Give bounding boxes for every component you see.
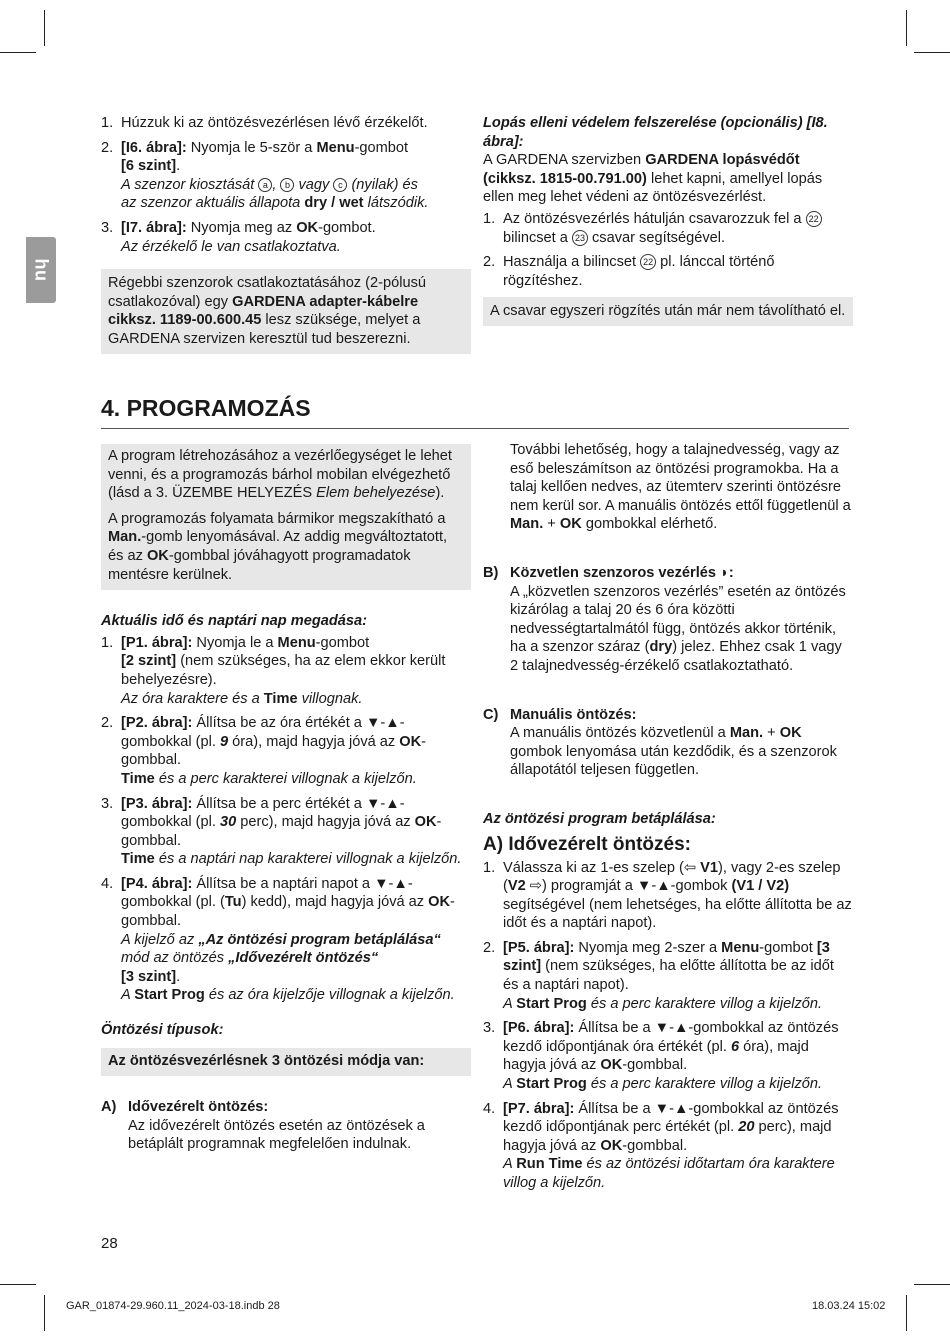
- watering-modes-box: [101, 1048, 471, 1077]
- language-tab-label: hu: [31, 258, 52, 282]
- step-text: Állítsa be a ▼-▲-gombokkal az öntözés kezdő időpontjának perc értékét (pl.: [503, 1100, 839, 1136]
- step-text: Állítsa be a naptári napot a ▼-▲-gombokkal (pl. (: [121, 875, 413, 911]
- list-item: [483, 253, 853, 290]
- step-number: 2.: [483, 939, 496, 956]
- list-item: [483, 939, 853, 1013]
- note-text: és a perc karakterei villognak a kijelzőn.: [154, 770, 417, 787]
- mode-title: Idővezérelt öntözés:: [128, 1099, 269, 1116]
- info-paragraph: [108, 274, 464, 348]
- punct: .: [176, 968, 181, 985]
- time-steps: [101, 634, 471, 1005]
- level-text: [2 szint]: [121, 653, 177, 670]
- level-text: [3 szint]: [503, 939, 830, 975]
- figure-ref: [P7. ábra]:: [503, 1100, 575, 1117]
- display-word: dry / wet: [304, 195, 364, 212]
- step-text: csavar segítségével.: [587, 229, 726, 246]
- circled-letter-icon: b: [280, 178, 294, 192]
- note-text: és a perc karaktere villog a kijelzőn.: [586, 1076, 823, 1093]
- note-text: Az óra karaktere és a: [121, 690, 264, 707]
- step-text: -gombot: [315, 634, 370, 651]
- step-note: [121, 850, 471, 869]
- figure-ref: [P6. ábra]:: [503, 1020, 575, 1037]
- step-line: [121, 652, 471, 689]
- step-text: ) kedd), majd hagyja jóvá az: [241, 894, 429, 911]
- figure-ref: [P1. ábra]:: [121, 634, 193, 651]
- step-text: -gombot.: [318, 219, 376, 236]
- info-text: -gomb lenyomásával. Az addig megváltoztatott, és az: [108, 529, 448, 564]
- right-top-column: [483, 114, 853, 326]
- mode-letter: B): [483, 564, 499, 581]
- display-word: Start Prog: [134, 987, 205, 1004]
- info-text: A program létrehozásához a vezérlőegységet le lehet venni, és a programozás bárhol mobilan elvégezhető (lásd a 3. ÜZEMBE HELYEZÉS: [108, 448, 452, 502]
- step-number: 3.: [101, 795, 114, 812]
- list-item: [101, 219, 471, 256]
- figure-ref: [P2. ábra]:: [121, 715, 193, 732]
- key-label: OK: [600, 1057, 623, 1074]
- programming-info-box: [101, 444, 471, 590]
- list-item: [101, 714, 471, 788]
- display-word: Time: [263, 690, 298, 707]
- step-text: Nyomja le 5-ször a: [186, 139, 317, 156]
- step-number: 1.: [101, 115, 114, 131]
- key-label: OK: [146, 547, 169, 564]
- key-label: (V1 / V2): [731, 878, 790, 895]
- display-word: Run Time: [516, 1156, 583, 1173]
- step-number: 2.: [101, 139, 114, 156]
- footer-file-info: GAR_01874-29.960.11_2024-03-18.indb 28: [66, 1300, 280, 1312]
- level-label: [121, 157, 471, 176]
- step-text: Nyomja meg 2-szer a: [574, 939, 722, 956]
- note-text: A: [503, 1076, 517, 1093]
- circled-number-icon: 22: [806, 211, 822, 227]
- info-paragraph: A csavar egyszeri rögzítés után már nem távolítható el.: [490, 303, 846, 320]
- mode-c: [483, 706, 853, 780]
- step-note: [121, 931, 471, 968]
- step-line: [121, 968, 471, 987]
- note-text: villognak.: [297, 690, 363, 707]
- figure-ref: [I6. ábra]:: [121, 139, 187, 156]
- display-word: Tu: [224, 894, 242, 911]
- crop-mark: [44, 10, 45, 46]
- step-text: Állítsa be a ▼-▲-gombokkal az öntözés kezdő időpontjának óra értékét (pl.: [503, 1020, 839, 1055]
- step-text: -gombbal.: [121, 814, 442, 849]
- lcd-digits: 6: [730, 1038, 740, 1055]
- lcd-digits: 9: [219, 733, 229, 750]
- step-number: 4.: [101, 875, 114, 892]
- key-label: Menu: [316, 139, 355, 156]
- step-text: Állítsa be a perc értékét a ▼-▲-gombokkal (pl.: [121, 795, 405, 831]
- mode-text: gombok lenyomása után kezdődik, és a szenzorok állapotától teljesen független.: [510, 743, 837, 779]
- mode-name: „Az öntözési program betáplálása“: [198, 931, 441, 948]
- list-item: [101, 875, 471, 1005]
- note-text: és a naptári nap karakterei villognak a kijelzőn.: [154, 851, 462, 868]
- step-text: Húzzuk ki az öntözésvezérlésen lévő érzékelőt.: [121, 115, 428, 131]
- note-text: A szenzor kiosztását: [121, 176, 259, 193]
- text: lehet kapni, amellyel lopás ellen meg lehet védeni az öntözésvezérlést.: [483, 170, 823, 206]
- info-text: -gombbal jóváhagyott programadatok mentésre kerülnek.: [108, 547, 411, 583]
- mode-text: A manuális öntözés közvetlenül a: [510, 725, 730, 742]
- step-text: -gombbal.: [121, 894, 455, 930]
- crop-mark: [906, 1295, 907, 1331]
- note-text: és az öntözési időtartam óra karaktere villog a kijelzőn.: [503, 1156, 835, 1191]
- list-item: [101, 114, 471, 133]
- step-number: 4.: [483, 1100, 496, 1117]
- circled-number-icon: 23: [572, 230, 588, 246]
- step-note: [121, 770, 471, 789]
- step-text: Használja a bilincset: [503, 254, 641, 271]
- key-label: Man.: [108, 529, 142, 546]
- key-label: OK: [296, 219, 319, 236]
- step-text: Az öntözésvezérlés hátulján csavarozzuk fel a: [503, 210, 806, 227]
- display-word: Time: [121, 770, 155, 787]
- step-text: ), vagy 2-es szelep (: [503, 859, 841, 895]
- list-item: [483, 1019, 853, 1093]
- note-text: (nyilak) és: [347, 176, 418, 193]
- step-text: segítségével (nem lehetséges, ha előtte állította be az időt és a naptári napot).: [503, 896, 852, 932]
- note-text: A: [503, 1156, 517, 1173]
- info-paragraph: [108, 510, 464, 584]
- adapter-info-box: [101, 269, 471, 353]
- text: A GARDENA szervizben: [483, 152, 646, 169]
- note-text: és a perc karaktere villog a kijelzőn.: [586, 995, 823, 1012]
- mode-text: A „közvetlen szenzoros vezérlés” esetén az öntözés kizárólag a talaj 20 és 6 óra közötti nedvességtartalmától függ, öntözés akkor történik, ha a szenzor száraz (: [510, 583, 846, 656]
- left-main-column: [101, 444, 471, 1154]
- info-italic: Elem behelyezése: [316, 485, 436, 502]
- step-number: 1.: [101, 634, 114, 651]
- footer-date: 18.03.24 15:02: [812, 1300, 886, 1312]
- key-label: OK: [779, 725, 802, 742]
- mode-text: ) jelez. Ehhez csak 1 vagy 2 talajnedvesség-érzékelő csatlakoztatható.: [510, 639, 842, 674]
- step-text: óra), majd hagyja jóvá az: [503, 1038, 809, 1074]
- step-number: 3.: [101, 219, 114, 236]
- sensor-steps: [101, 114, 471, 256]
- mode-name: „Idővezérelt öntözés“: [228, 950, 379, 967]
- text: gombokkal elérhető.: [581, 516, 718, 533]
- note-text: A: [503, 995, 517, 1012]
- list-item: [101, 795, 471, 869]
- key-label: Man.: [729, 725, 764, 742]
- display-word: Start Prog: [516, 995, 587, 1012]
- mode-title: Manuális öntözés:: [510, 706, 637, 723]
- step-text: (nem szükséges, ha előtte állította be az időt és a naptári napot).: [503, 958, 834, 994]
- step-text: (nem szükséges, ha az elem ekkor került behelyezésre).: [121, 653, 446, 688]
- step-text: perc), majd hagyja jóvá az: [503, 1119, 832, 1154]
- step-text: -gombot: [759, 939, 817, 956]
- display-word: Time: [121, 851, 155, 868]
- display-word: dry: [649, 639, 673, 656]
- step-text: ⇨) programját a ▼-▲-gombok: [525, 878, 732, 895]
- crop-mark: [906, 10, 907, 46]
- key-label: OK: [559, 516, 582, 533]
- info-text: lesz szüksége, melyet a GARDENA szervizen keresztül tud beszerezni.: [108, 312, 421, 347]
- info-text: Régebbi szenzorok csatlakoztatásához (2-pólusú csatlakozóval) egy: [108, 275, 426, 310]
- step-text: -gombbal.: [622, 1057, 688, 1074]
- mode-text: +: [763, 725, 780, 742]
- key-label: Man.: [510, 516, 544, 533]
- list-item: [483, 859, 853, 933]
- note-text: ,: [272, 176, 281, 193]
- note-text: A: [121, 987, 135, 1004]
- mode-a: [101, 1098, 471, 1154]
- step-number: 2.: [101, 715, 114, 732]
- program-steps: [483, 859, 853, 1193]
- step-number: 3.: [483, 1020, 496, 1037]
- circled-number-icon: 22: [640, 254, 656, 270]
- step-text: -gombbal.: [121, 733, 427, 769]
- circled-letter-icon: a: [258, 178, 272, 192]
- step-number: 1.: [483, 859, 496, 876]
- crop-mark: [914, 1284, 950, 1285]
- step-text: Nyomja meg az: [186, 219, 297, 236]
- key-label: OK: [428, 894, 451, 911]
- step-note: [503, 1075, 853, 1094]
- step-text: perc), majd hagyja jóvá az: [236, 814, 415, 831]
- page-number: 28: [101, 1235, 118, 1252]
- info-paragraph: [108, 447, 464, 503]
- subsection-heading: A) Idővezérelt öntözés:: [483, 833, 691, 855]
- step-text: Válassza ki az 1-es szelep (⇦: [503, 859, 701, 876]
- list-item: [101, 139, 471, 213]
- note-text: mód az öntözés: [121, 950, 229, 967]
- step-text: Nyomja le a: [192, 634, 278, 651]
- step-note: [503, 995, 853, 1014]
- valve-label: V2: [507, 878, 526, 895]
- level-text: [6 szint]: [121, 158, 177, 175]
- step-text: pl. lánccal történő rögzítéshez.: [503, 254, 775, 289]
- step-text: óra), majd hagyja jóvá az: [228, 733, 400, 750]
- mode-letter: A): [101, 1099, 117, 1116]
- text: +: [543, 516, 560, 533]
- figure-ref: [I7. ábra]:: [121, 219, 187, 236]
- mode-b: [483, 564, 853, 676]
- note-text: vagy: [294, 176, 334, 193]
- crop-mark: [0, 52, 36, 53]
- text: További lehetőség, hogy a talajnedvesség, vagy az eső beleszámítson az öntözési programokba. Ha a talaj kellően nedves, az ütemterv szerinti öntözésre nem kerül sor. A manuális öntözés ettől függetlenül a: [510, 442, 851, 514]
- step-text: bilincset a: [503, 229, 572, 246]
- key-label: OK: [414, 814, 437, 831]
- step-number: 2.: [483, 254, 496, 271]
- lcd-digits: 20: [738, 1119, 755, 1136]
- note-text: látszódik.: [363, 195, 429, 212]
- figure-ref: [P5. ábra]:: [503, 939, 575, 956]
- circled-letter-icon: c: [333, 178, 347, 192]
- note-text: A kijelző az: [121, 931, 199, 948]
- crop-mark: [44, 1295, 45, 1331]
- crop-mark: [914, 52, 950, 53]
- screw-info-box: [483, 297, 853, 326]
- key-label: Menu: [721, 939, 760, 956]
- key-label: OK: [600, 1137, 623, 1154]
- left-top-column: [101, 114, 471, 354]
- info-text: A programozás folyamata bármikor megszakítható a: [108, 510, 446, 527]
- level-text: [3 szint]: [121, 968, 177, 985]
- crop-mark: [0, 1284, 36, 1285]
- section-subheading: Aktuális idő és naptári nap megadása:: [101, 613, 368, 630]
- language-tab: [26, 237, 56, 303]
- paragraph: [510, 441, 853, 534]
- key-label: OK: [399, 733, 422, 750]
- mode-text: Az idővezérelt öntözés esetén az öntözések a betáplált programnak megfelelően indulnak.: [128, 1117, 425, 1153]
- section-subheading: Lopás elleni védelem felszerelése (opcionális) [I8. ábra]:: [483, 115, 828, 150]
- theft-steps: [483, 210, 853, 290]
- valve-label: V1: [700, 859, 719, 876]
- step-note: [121, 176, 471, 195]
- step-text: Állítsa be az óra értékét a ▼-▲-gombokkal (pl.: [121, 715, 405, 750]
- mode-letter: C): [483, 706, 499, 723]
- key-label: Menu: [277, 634, 316, 651]
- display-word: Start Prog: [516, 1076, 587, 1093]
- step-note: [121, 986, 471, 1005]
- step-text: -gombot: [354, 139, 409, 156]
- section-subheading: Az öntözési program betáplálása:: [483, 810, 716, 827]
- figure-ref: [P3. ábra]:: [121, 795, 193, 812]
- lcd-digits: 30: [219, 814, 237, 831]
- step-number: 1.: [483, 210, 496, 227]
- step-note: [121, 690, 471, 709]
- step-note: Az érzékelő le van csatlakoztatva.: [121, 238, 341, 255]
- note-text: az szenzor aktuális állapota: [121, 195, 305, 212]
- note-text: és az óra kijelzője villognak a kijelzőn.: [204, 987, 455, 1004]
- right-main-column: [483, 441, 853, 1199]
- figure-ref: [P4. ábra]:: [121, 875, 193, 892]
- info-bold: GARDENA adapter-kábelre cikksz. 1189-00.600.45: [108, 293, 419, 329]
- mode-title: Közvetlen szenzoros vezérlés ◗:: [510, 564, 734, 581]
- step-text: -gombbal.: [622, 1137, 688, 1154]
- paragraph: [483, 151, 853, 207]
- list-item: [483, 1100, 853, 1193]
- step-note: [121, 194, 471, 213]
- step-note: [503, 1155, 853, 1192]
- bold-text: GARDENA lopásvédőt (cikksz. 1815-00.791.00): [483, 152, 800, 187]
- section-subheading: Öntözési típusok:: [101, 1022, 224, 1039]
- info-paragraph: Az öntözésvezérlésnek 3 öntözési módja van:: [108, 1052, 425, 1069]
- list-item: [101, 634, 471, 708]
- list-item: [483, 210, 853, 247]
- info-text: ).: [435, 485, 445, 502]
- section-heading: 4. PROGRAMOZÁS: [101, 393, 849, 429]
- punct: .: [176, 158, 181, 175]
